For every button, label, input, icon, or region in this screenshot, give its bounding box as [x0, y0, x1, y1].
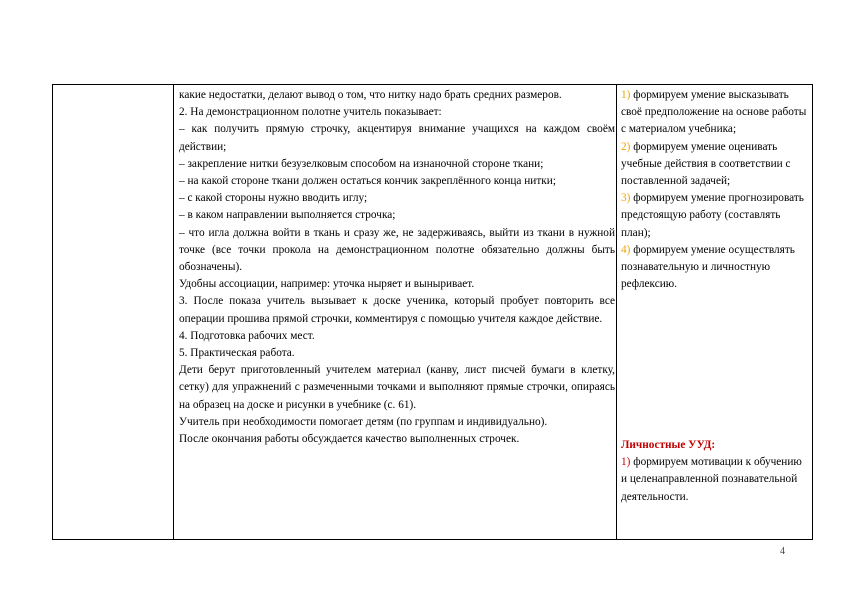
paragraph: – закрепление нитки безузелковым способом на изнаночной стороне ткани; [179, 157, 544, 170]
item-text: формируем мотивации к обучению и целенаправленной познавательной деятельности. [621, 456, 802, 503]
uud-column [621, 87, 807, 293]
item-text: формируем умение осуществлять познавательную и личностную рефлексию. [621, 243, 795, 291]
column-divider-2 [616, 85, 617, 539]
item-number: 1) [621, 456, 631, 469]
uud-item [621, 454, 807, 506]
column-divider-1 [173, 85, 174, 539]
paragraph: – как получить прямую строчку, акцентируя внимание учащихся на каждом своём действии; [179, 123, 615, 153]
uud-item [621, 242, 807, 294]
item-number: 3) [621, 192, 631, 205]
item-text: формируем умение оценивать учебные действия в соответствии с поставленной задачей; [621, 140, 791, 188]
item-number: 2) [621, 140, 631, 153]
page-number: 4 [780, 546, 785, 557]
paragraph: – с какой стороны нужно вводить иглу; [179, 192, 368, 205]
item-number: 4) [621, 243, 631, 256]
paragraph: Дети берут приготовленный учителем материал (канву, лист писчей бумаги в клетку, сетку) для упражнений с размеченными точками и выполняют прямые строчки, опираясь на образец на доске и рисунки в учебнике (с. 61). [179, 364, 615, 411]
paragraph: – что игла должна войти в ткань и сразу же, не задерживаясь, выйти из ткани в нужной точке (все точки прокола на демонстрационном полотне обязательно должны быть обозначены). [179, 226, 615, 274]
paragraph: 4. Подготовка рабочих мест. [179, 329, 315, 342]
paragraph: После окончания работы обсуждается качество выполненных строчек. [179, 433, 520, 446]
paragraph: Учитель при необходимости помогает детям (по группам и индивидуально). [179, 415, 548, 428]
item-text: формируем умение прогнозировать предстоящую работу (составлять план); [621, 192, 804, 239]
paragraph: 3. После показа учитель вызывает к доске ученика, который пробует повторить все операции прошива прямой строчки, комментируя с помощью учителя каждое действие. [179, 295, 615, 325]
paragraph: какие недостатки, делают вывод о том, что нитку надо брать средних размеров. [179, 89, 562, 101]
uud-item [621, 87, 807, 139]
paragraph: – на какой стороне ткани должен остаться кончик закреплённого конца нитки; [179, 175, 556, 188]
item-number: 1) [621, 89, 631, 101]
lesson-table [52, 84, 813, 540]
paragraph: 5. Практическая работа. [179, 347, 295, 360]
personal-uud-block [621, 437, 807, 506]
teacher-activity-column [179, 87, 615, 448]
paragraph: 2. На демонстрационном полотне учитель показывает: [179, 106, 442, 119]
personal-uud-heading: Личностные УУД: [621, 439, 716, 451]
uud-item [621, 190, 807, 242]
item-text: формируем умение высказывать своё предположение на основе работы с материалом учебника; [621, 89, 807, 136]
uud-item [621, 139, 807, 191]
paragraph: – в каком направлении выполняется строчка; [179, 209, 396, 222]
paragraph: Удобны ассоциации, например: уточка ныряет и выныривает. [179, 278, 475, 291]
